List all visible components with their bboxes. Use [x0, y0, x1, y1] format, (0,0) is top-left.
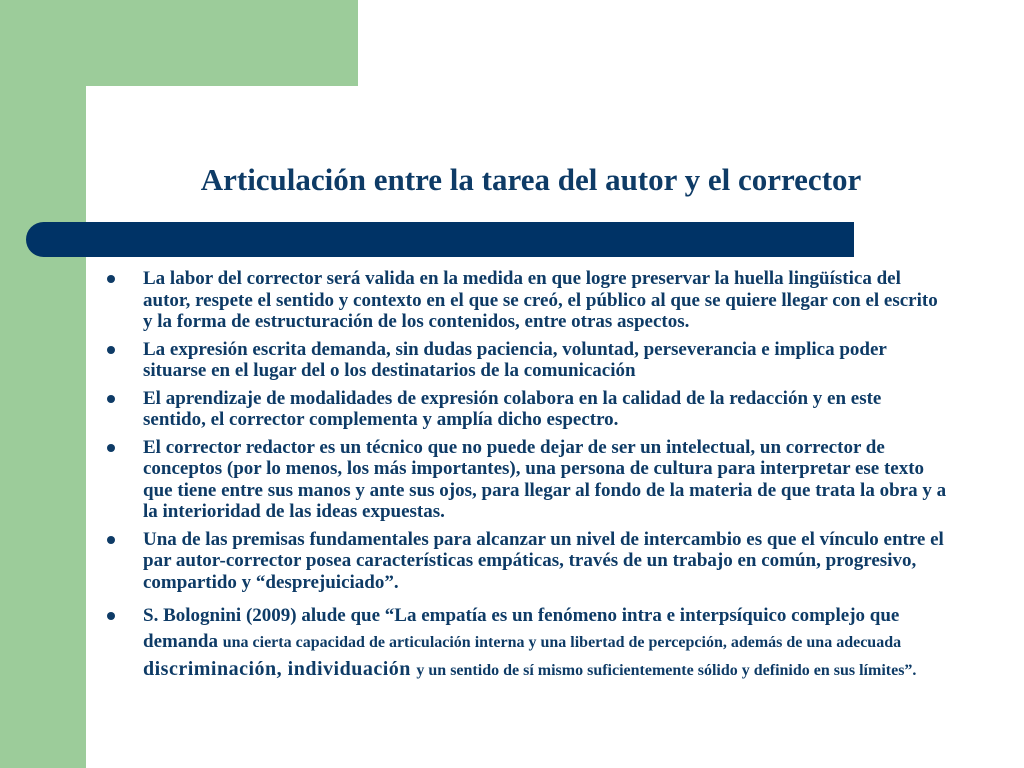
bullet-text: La expresión escrita demanda, sin dudas paciencia, voluntad, perseverancia e implica poder situarse en el lugar del o los destinatarios de la comunicación — [143, 338, 887, 381]
bullet-dot-icon — [107, 612, 115, 620]
bullet-list — [98, 268, 948, 690]
bullet-text: El corrector redactor es un técnico que no puede dejar de ser un intelectual, un corrector de conceptos (por lo menos, los más importantes), una persona de cultura para interpretar ese texto que tiene entre sus manos y ante sus ojos, para llegar al fondo de la materia de que trata la obra y a la interioridad de las ideas expuestas. — [143, 436, 947, 522]
bullet-item — [98, 268, 948, 333]
bullet-dot-icon — [107, 395, 115, 403]
title-underline-bar — [26, 222, 854, 257]
quote-text-part3: discriminación, individuación — [143, 658, 417, 680]
decor-green-left — [0, 0, 86, 768]
bullet-dot-icon — [107, 444, 115, 452]
bullet-item-quote — [98, 603, 948, 684]
bullet-item — [98, 339, 948, 382]
bullet-dot-icon — [107, 346, 115, 354]
bullet-item — [98, 529, 948, 594]
quote-text-part1: S. Bolognini (2009) alude que “La empatía es un fenómeno intra e interpsíquico complejo que demanda — [143, 605, 900, 652]
bullet-dot-icon — [107, 275, 115, 283]
bullet-text: La labor del corrector será valida en la medida en que logre preservar la huella lingüística del autor, respete el sentido y contexto en el que se creó, el público al que se quiere llegar con el escrito y la forma de estructuración de los contenidos, entre otras aspectos. — [143, 268, 938, 332]
bullet-item — [98, 437, 948, 523]
quote-text-part4: y un sentido de sí mismo suficientemente sólido y definido en sus límites”. — [416, 662, 917, 679]
bullet-text: El aprendizaje de modalidades de expresión colabora en la calidad de la redacción y en este sentido, el corrector complementa y amplía dicho espectro. — [143, 387, 882, 430]
quote-text-part2: una cierta capacidad de articulación interna y una libertad de percepción, además de una adecuada — [222, 634, 902, 651]
bullet-dot-icon — [107, 536, 115, 544]
slide-title: Articulación entre la tarea del autor y el corrector — [200, 162, 862, 197]
bullet-text: Una de las premisas fundamentales para alcanzar un nivel de intercambio es que el vínculo entre el par autor-corrector posea características empáticas, través de un trabajo en común, progresivo, compartido y “desprejuiciado”. — [143, 528, 944, 593]
bullet-item — [98, 388, 948, 431]
